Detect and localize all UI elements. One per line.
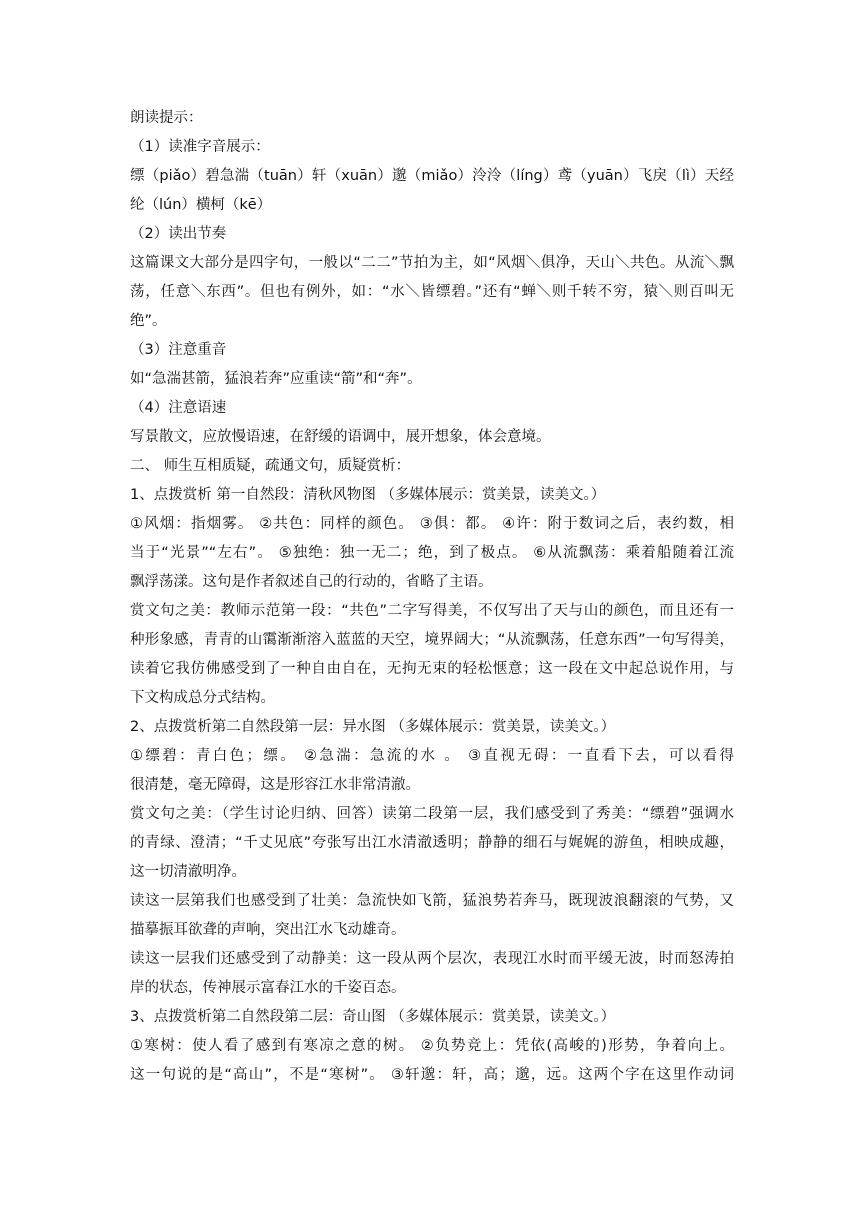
text-line: 种形象感，青青的山霭渐渐溶入蓝蓝的天空，境界阔大；“从流飘荡，任意东西”一句写得美， (130, 632, 734, 648)
text-line: （2）读出节奏 (130, 226, 227, 242)
text-line: 如“急湍甚箭，猛浪若奔”应重读“箭”和“奔”。 (130, 371, 422, 387)
text-line: 缥（piǎo）碧急湍（tuān）轩（xuān）邈（miǎo）泠泠（líng）鸢（yuān）飞戾（lì）天经 (130, 168, 734, 184)
text-line: 这篇课文大部分是四字句，一般以“二二”节拍为主，如“风烟＼俱净，天山＼共色。从流＼飘 (130, 255, 734, 271)
text-line: 荡，任意＼东西”。但也有例外，如：“水＼皆缥碧。”还有“蝉＼则千转不穷，猿＼则百叫无 (130, 284, 734, 300)
text-line: （4）注意语速 (130, 400, 227, 416)
text-line: 3、点拨赏析第二自然段第二层：奇山图 （多媒体展示：赏美景，读美文。） (130, 1009, 616, 1025)
text-line: 下文构成总分式结构。 (130, 690, 275, 706)
text-line: 当于“光景”“左右”。 ⑤独绝：独一无二；绝，到了极点。 ⑥从流飘荡：乘着船随着江流 (130, 545, 734, 561)
text-line: ①缥碧：青白色；缥。 ②急湍：急流的水 。 ③直视无碍：一直看下去，可以看得 (130, 748, 734, 764)
text-line: 朗读提示： (130, 110, 203, 126)
text-line: （1）读准字音展示： (130, 139, 270, 155)
text-line: ①寒树：使人看了感到有寒凉之意的树。 ②负势竞上：凭依(高峻的)形势，争着向上。 (130, 1038, 734, 1054)
text-line: 赏文句之美：教师示范第一段：“共色”二字写得美，不仅写出了天与山的颜色，而且还有一 (130, 603, 734, 619)
text-line: 2、点拨赏析第二自然段第一层：异水图 （多媒体展示：赏美景，读美文。） (130, 719, 616, 735)
text-line: 很清楚，毫无障碍，这是形容江水非常清澈。 (130, 777, 420, 793)
text-line: 飘浮荡漾。这句是作者叙述自己的行动的，省略了主语。 (130, 574, 493, 590)
text-line: 1、点拨赏析 第一自然段：清秋风物图 （多媒体展示：赏美景，读美文。） (130, 487, 606, 503)
text-line: 这一句说的是“高山”，不是“寒树”。 ③轩邈：轩，高；邈，远。这两个字在这里作动词 (130, 1067, 734, 1083)
text-line: 的青绿、澄清；“千丈见底”夸张写出江水清澈透明；静静的细石与娓娓的游鱼，相映成趣， (130, 835, 734, 851)
text-line: 这一切清澈明净。 (130, 864, 246, 880)
text-line: 读着它我仿佛感受到了一种自由自在，无拘无束的轻松惬意；这一段在文中起总说作用，与 (130, 661, 734, 677)
text-line: 赏文句之美：（学生讨论归纳、回答）读第二段第一层，我们感受到了秀美：“缥碧”强调水 (130, 806, 734, 822)
text-line: ①风烟：指烟雾。 ②共色：同样的颜色。 ③俱：都。 ④许：附于数词之后，表约数，相 (130, 516, 734, 532)
document-body (130, 104, 734, 1090)
text-line: 读这一层我们还感受到了动静美：这一段从两个层次，表现江水时而平缓无波，时而怒涛拍 (130, 951, 734, 967)
text-line: 二、 师生互相质疑，疏通文句，质疑赏析： (130, 458, 411, 474)
text-line: （3）注意重音 (130, 342, 227, 358)
text-line: 写景散文，应放慢语速，在舒缓的语调中，展开想象，体会意境。 (130, 429, 551, 445)
text-line: 描摹振耳欲聋的声响，突出江水飞动雄奇。 (130, 922, 406, 938)
text-line: 读这一层第我们也感受到了壮美：急流快如飞箭，猛浪势若奔马，既现波浪翻滚的气势，又 (130, 893, 734, 909)
text-line: 纶（lún）横柯（kē） (130, 197, 272, 213)
text-line: 岸的状态，传神展示富春江水的千姿百态。 (130, 980, 406, 996)
text-line: 绝”。 (130, 313, 167, 329)
